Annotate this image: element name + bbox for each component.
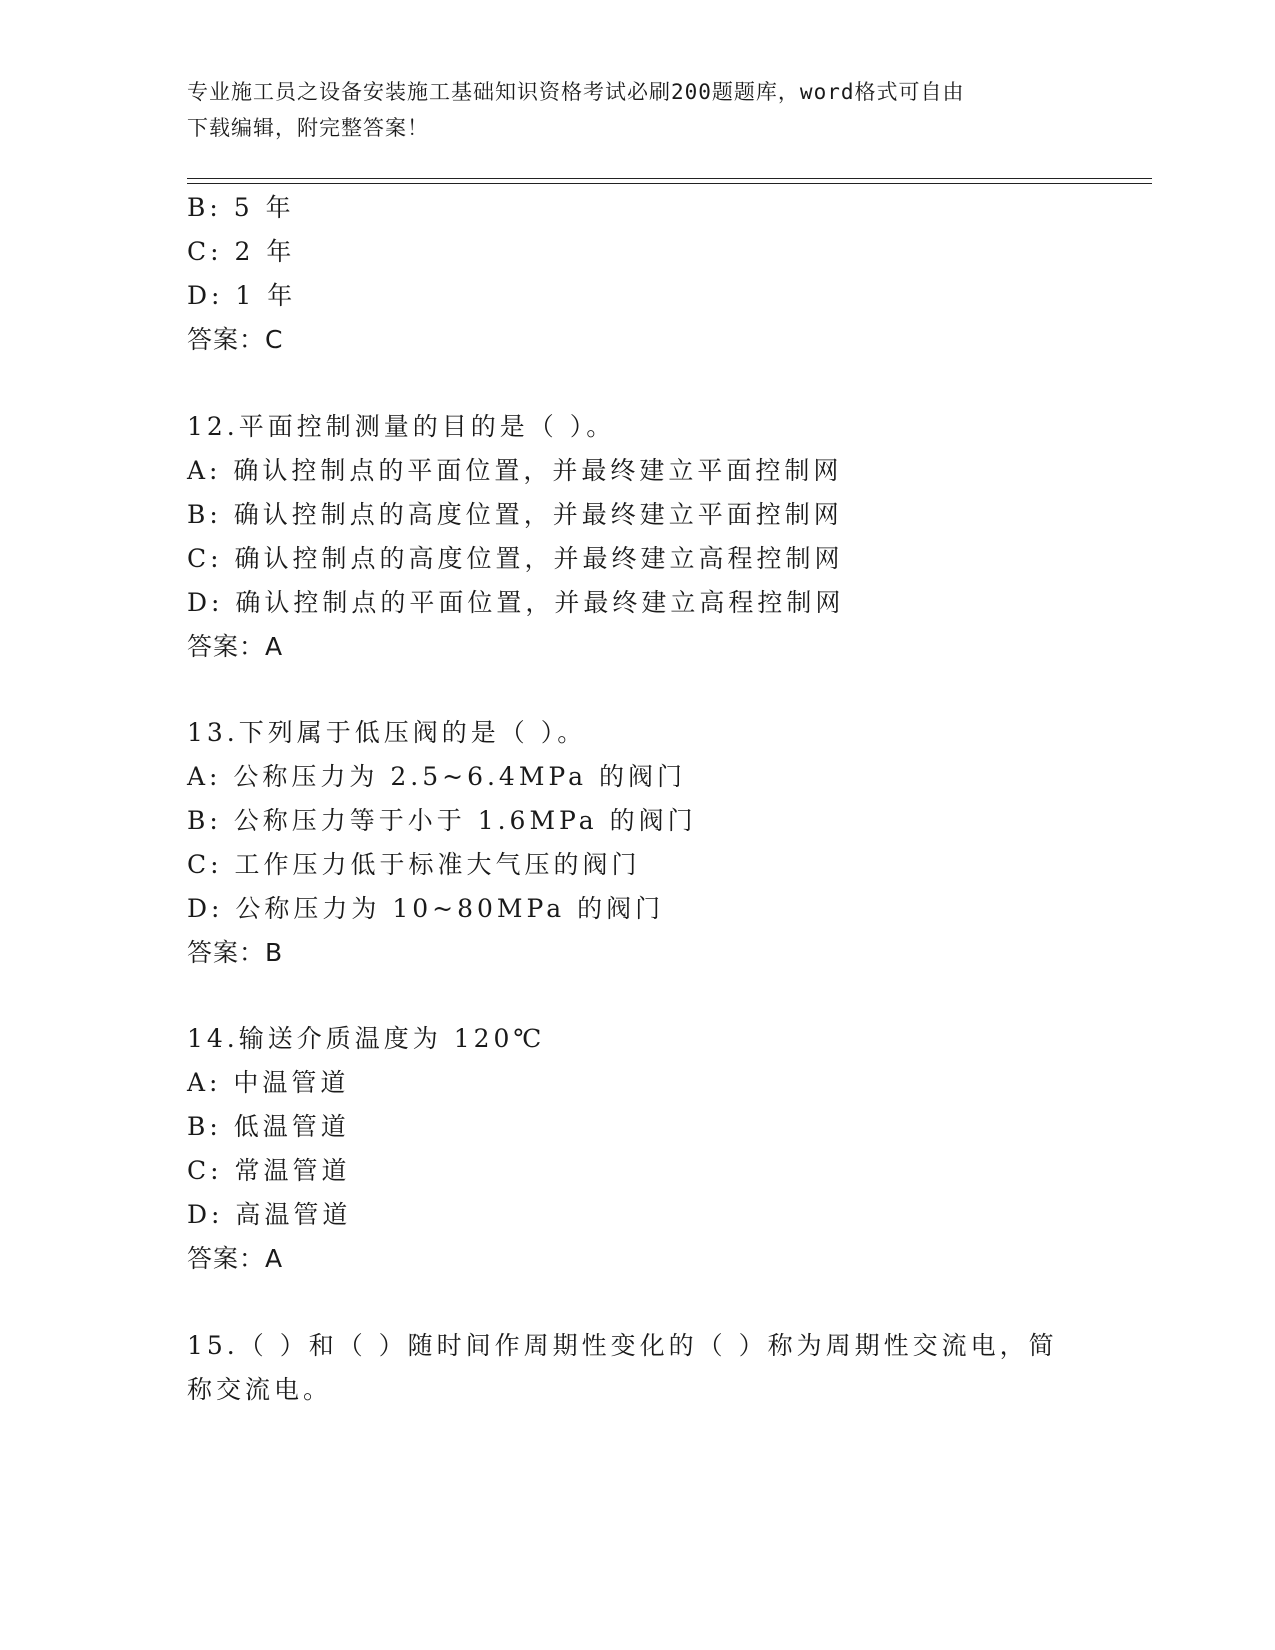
q12-option-b: B: 确认控制点的高度位置，并最终建立平面控制网: [187, 500, 843, 529]
q13-answer: 答案：B: [187, 938, 284, 967]
q14-option-a: A: 中温管道: [187, 1068, 350, 1097]
q15-stem-line2: 称交流电。: [187, 1375, 333, 1404]
q13-option-b: B: 公称压力等于小于 1.6MPa 的阀门: [187, 806, 697, 835]
q15-stem-line1: 15.（ ）和（ ）随时间作周期性变化的（ ）称为周期性交流电，简: [187, 1331, 1058, 1360]
q13-option-d: D: 公称压力为 10~80MPa 的阀门: [187, 894, 665, 923]
q14-option-c: C: 常温管道: [187, 1156, 351, 1185]
q13-option-c: C: 工作压力低于标准大气压的阀门: [187, 850, 641, 879]
prev-answer: 答案：C: [187, 325, 284, 354]
q13-stem: 13.下列属于低压阀的是（ ）。: [187, 718, 587, 747]
q14-answer: 答案：A: [187, 1244, 284, 1273]
prev-option-d: D: 1 年: [187, 281, 297, 310]
header-title-line2: 下载编辑，附完整答案！: [187, 116, 429, 140]
q12-stem: 12.平面控制测量的目的是（ ）。: [187, 412, 616, 441]
q12-answer: 答案：A: [187, 632, 284, 661]
q12-option-d: D: 确认控制点的平面位置，并最终建立高程控制网: [187, 588, 845, 617]
header-rule-bottom: [187, 183, 1152, 184]
prev-option-c: C: 2 年: [187, 237, 296, 266]
q14-option-d: D: 高温管道: [187, 1200, 352, 1229]
q14-option-b: B: 低温管道: [187, 1112, 350, 1141]
q12-option-c: C: 确认控制点的高度位置，并最终建立高程控制网: [187, 544, 844, 573]
header-rule-top: [187, 178, 1152, 179]
document-header: [187, 74, 1067, 146]
q14-stem: 14.输送介质温度为 120℃: [187, 1024, 546, 1053]
q13-option-a: A: 公称压力为 2.5~6.4MPa 的阀门: [187, 762, 686, 791]
header-title-line1: 专业施工员之设备安装施工基础知识资格考试必刷200题题库，word格式可自由: [187, 80, 965, 104]
q12-option-a: A: 确认控制点的平面位置，并最终建立平面控制网: [187, 456, 843, 485]
prev-option-b: B: 5 年: [187, 193, 295, 222]
